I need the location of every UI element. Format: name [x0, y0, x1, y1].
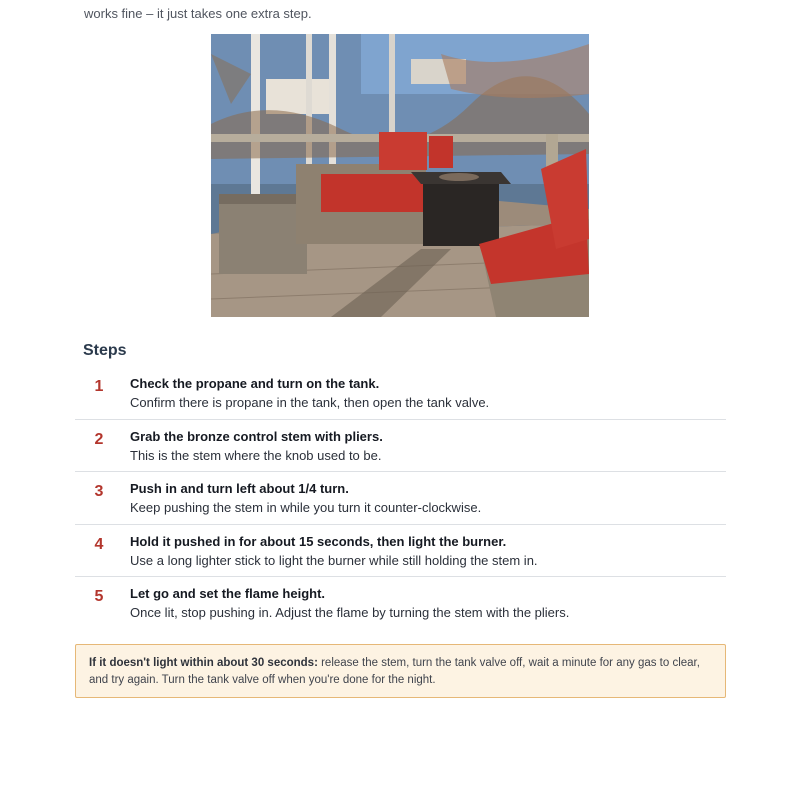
- step-item: [75, 577, 726, 630]
- step-item: [75, 420, 726, 473]
- callout-text: release the stem, turn the tank valve off, wait a minute for any gas to clear, and try again. Turn the tank valve off when you're done for the night.: [89, 657, 700, 686]
- step-title: Check the propane and turn on the tank.: [130, 376, 380, 391]
- step-description: Keep pushing the stem in while you turn it counter-clockwise.: [130, 500, 482, 515]
- step-item: [75, 525, 726, 578]
- step-description: This is the stem where the knob used to be.: [130, 447, 382, 463]
- step-list: [75, 367, 726, 630]
- step-number: 2: [94, 430, 104, 448]
- step-number: 3: [94, 483, 104, 500]
- step-number: 4: [94, 535, 104, 553]
- warning-callout: [75, 644, 726, 698]
- step-title: Push in and turn left about 1/4 turn.: [130, 481, 349, 496]
- step-description: Use a long lighter stick to light the burner while still holding the stem in.: [130, 552, 538, 568]
- step-number: 1: [94, 378, 104, 395]
- step-title: Grab the bronze control stem with pliers.: [130, 428, 383, 444]
- intro-paragraph-tail: works fine – it just takes one extra step.: [84, 6, 312, 21]
- steps-heading: Steps: [83, 342, 127, 359]
- step-title: Hold it pushed in for about 15 seconds, then light the burner.: [130, 533, 507, 549]
- step-item: [75, 367, 726, 420]
- step-description: Once lit, stop pushing in. Adjust the flame by turning the stem with the pliers.: [130, 605, 570, 620]
- fire-pit-photo: [211, 34, 589, 317]
- step-description: Confirm there is propane in the tank, then open the tank valve.: [130, 395, 490, 410]
- step-number: 5: [94, 588, 104, 605]
- step-title: Let go and set the flame height.: [130, 586, 326, 601]
- callout-lead: If it doesn't light within about 30 seconds:: [89, 657, 318, 669]
- step-item: [75, 472, 726, 525]
